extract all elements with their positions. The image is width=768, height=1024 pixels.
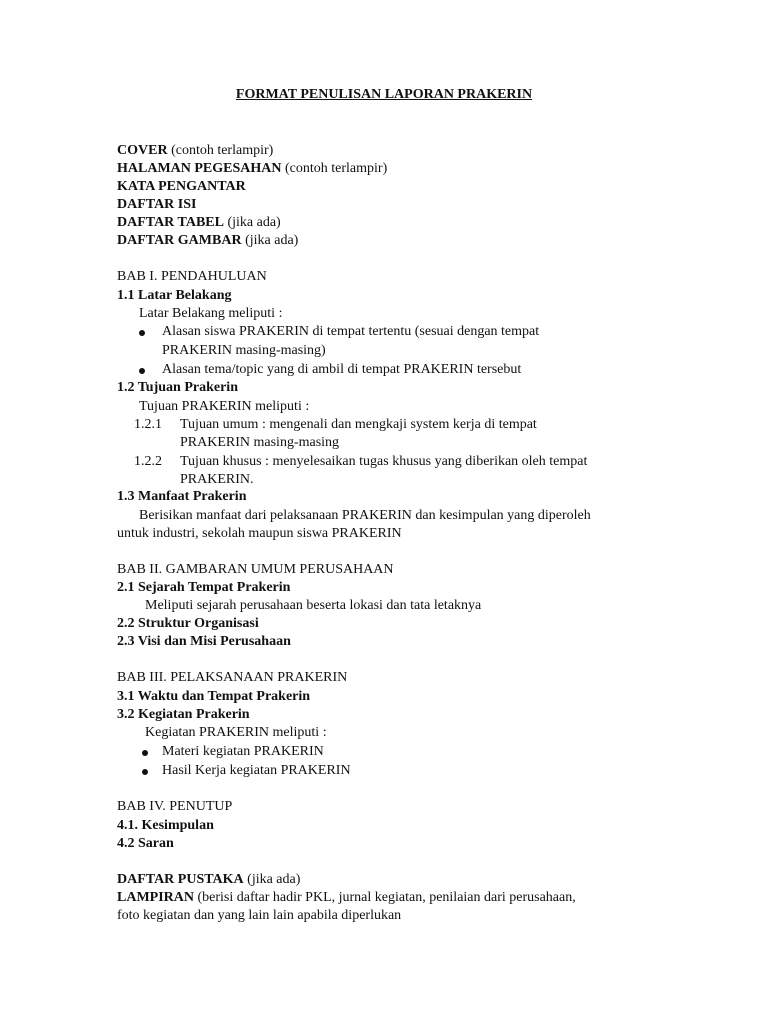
section-1-3-heading: 1.3 Manfaat Prakerin bbox=[117, 489, 247, 504]
subsection-number: 1.2.2 bbox=[134, 454, 162, 469]
daftar-pustaka-note: (jika ada) bbox=[243, 872, 301, 887]
daftar-pustaka-label: DAFTAR PUSTAKA bbox=[117, 872, 244, 887]
bab2-heading: BAB II. GAMBARAN UMUM PERUSAHAAN bbox=[117, 562, 394, 577]
front-item-label: DAFTAR ISI bbox=[117, 197, 197, 212]
section-2-1-heading: 2.1 Sejarah Tempat Prakerin bbox=[117, 580, 291, 595]
front-item-daftar-gambar bbox=[117, 232, 298, 250]
section-2-3-heading: 2.3 Visi dan Misi Perusahaan bbox=[117, 634, 291, 649]
bab3-heading: BAB III. PELAKSANAAN PRAKERIN bbox=[117, 670, 348, 685]
daftar-pustaka bbox=[117, 871, 300, 889]
section-1-1-bullet-1-line-2: PRAKERIN masing-masing) bbox=[162, 343, 326, 358]
subsection-1-2-1-line-2: PRAKERIN masing-masing bbox=[180, 435, 340, 450]
section-4-1-heading: 4.1. Kesimpulan bbox=[117, 818, 214, 833]
section-1-1-bullet-2: Alasan tema/topic yang di ambil di tempat PRAKERIN tersebut bbox=[162, 362, 522, 377]
subsection-1-2-2-line-2: PRAKERIN. bbox=[180, 472, 254, 487]
front-item-label: HALAMAN PEGESAHAN bbox=[117, 161, 282, 176]
front-item-pengesahan bbox=[117, 160, 387, 178]
section-1-2-heading: 1.2 Tujuan Prakerin bbox=[117, 380, 238, 395]
front-item-daftar-isi bbox=[117, 196, 196, 214]
front-item-note: (jika ada) bbox=[223, 215, 281, 230]
front-item-label: DAFTAR GAMBAR bbox=[117, 233, 242, 248]
section-2-1-text: Meliputi sejarah perusahaan beserta lokasi dan tata letaknya bbox=[145, 598, 482, 613]
lampiran-note: (berisi daftar hadir PKL, jurnal kegiatan, penilaian dari perusahaan, bbox=[194, 890, 576, 905]
section-3-2-bullet-1: Materi kegiatan PRAKERIN bbox=[162, 744, 324, 759]
bullet-icon bbox=[142, 744, 148, 762]
front-item-label: COVER bbox=[117, 143, 168, 158]
section-1-2-intro: Tujuan PRAKERIN meliputi : bbox=[139, 399, 310, 414]
front-item-note: (jika ada) bbox=[241, 233, 299, 248]
front-item-daftar-tabel bbox=[117, 214, 281, 232]
document-title: FORMAT PENULISAN LAPORAN PRAKERIN bbox=[235, 87, 533, 102]
lampiran-line-2: foto kegiatan dan yang lain lain apabila diperlukan bbox=[117, 908, 402, 923]
subsection-1-2-2-line-1: Tujuan khusus : menyelesaikan tugas khusus yang diberikan oleh tempat bbox=[180, 454, 588, 469]
section-2-2-heading: 2.2 Struktur Organisasi bbox=[117, 616, 259, 631]
lampiran-line-1 bbox=[117, 889, 576, 907]
section-3-1-heading: 3.1 Waktu dan Tempat Prakerin bbox=[117, 689, 311, 704]
bullet-icon bbox=[142, 763, 148, 781]
front-item-label: DAFTAR TABEL bbox=[117, 215, 224, 230]
subsection-number: 1.2.1 bbox=[134, 417, 162, 432]
section-1-1-heading: 1.1 Latar Belakang bbox=[117, 288, 232, 303]
section-4-2-heading: 4.2 Saran bbox=[117, 836, 174, 851]
section-1-1-intro: Latar Belakang meliputi : bbox=[139, 306, 283, 321]
section-3-2-intro: Kegiatan PRAKERIN meliputi : bbox=[145, 725, 327, 740]
section-1-1-bullet-1-line-1: Alasan siswa PRAKERIN di tempat tertentu (sesuai dengan tempat bbox=[162, 324, 540, 339]
subsection-1-2-1-line-1: Tujuan umum : mengenali dan mengkaji system kerja di tempat bbox=[180, 417, 537, 432]
bab1-heading: BAB I. PENDAHULUAN bbox=[117, 269, 267, 284]
bullet-icon bbox=[139, 362, 145, 380]
section-3-2-heading: 3.2 Kegiatan Prakerin bbox=[117, 707, 250, 722]
section-1-3-line-2: untuk industri, sekolah maupun siswa PRAKERIN bbox=[117, 526, 402, 541]
front-item-label: KATA PENGANTAR bbox=[117, 179, 246, 194]
bullet-icon bbox=[139, 324, 145, 342]
lampiran-label: LAMPIRAN bbox=[117, 890, 194, 905]
section-1-3-line-1: Berisikan manfaat dari pelaksanaan PRAKERIN dan kesimpulan yang diperoleh bbox=[139, 508, 591, 523]
front-item-note: (contoh terlampir) bbox=[167, 143, 274, 158]
front-item-kata-pengantar bbox=[117, 178, 246, 196]
front-item-note: (contoh terlampir) bbox=[281, 161, 388, 176]
bab4-heading: BAB IV. PENUTUP bbox=[117, 799, 233, 814]
front-item-cover bbox=[117, 142, 273, 160]
section-3-2-bullet-2: Hasil Kerja kegiatan PRAKERIN bbox=[162, 763, 351, 778]
